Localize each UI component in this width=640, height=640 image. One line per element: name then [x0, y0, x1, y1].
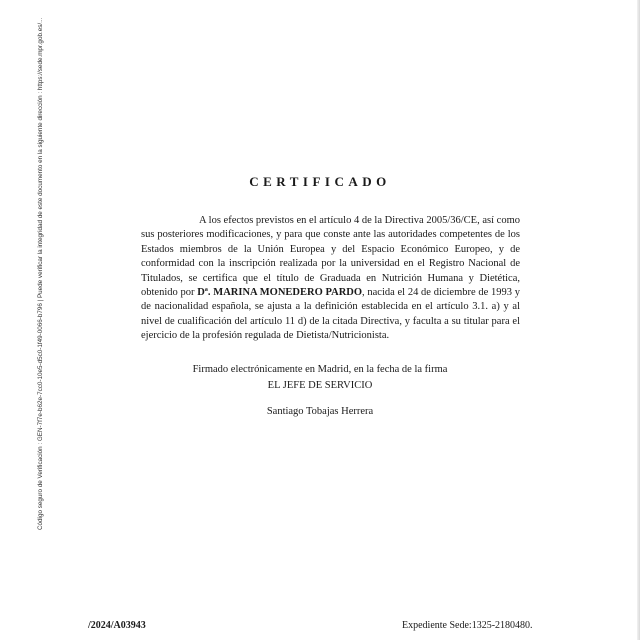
signer-role: EL JEFE DE SERVICIO	[267, 380, 373, 391]
document-title: CERTIFICADO	[249, 174, 391, 189]
body-text-part1: A los efectos previstos en el artículo 4 de la Directiva 2005/36/CE, así como sus posteriores modificaciones, y para que conste ante las autoridades competentes de los Estados miembros de la Unión Europea y del Espacio Económico Europeo, y de conformidad con la inscripción realizada por la universidad en el Registro Nacional de Titulados, se certifica que el título de Graduada en Nutrición Humana y Dietética, obtenido por	[141, 215, 520, 299]
body-text-part2: , nacida el 24 de diciembre de 1993 y de nacionalidad española, se ajusta a la definición establecida en el artículo 3.1. a) y al nivel de cualificación del artículo 11 d) de la citada Directiva, y faculta a su titular para el ejercicio de la profesión regulada de Dietista/Nutricionista.	[141, 287, 521, 342]
verification-code-margin-text: Código seguro de Verificación : GEN-7f7e-b62e-7cc0-10e5-d5c0-1f49-0066-b796 | Puede verificar la integridad de este documento en la siguiente dirección : https://sede.mpr.gob.es/...	[37, 17, 44, 530]
signer-name: Santiago Tobajas Herrera	[266, 406, 374, 417]
footer-expediente: Expediente Sede:1325-2180480.	[402, 620, 533, 631]
holder-name: Dª. MARINA MONEDERO PARDO	[197, 287, 363, 299]
footer-reference-number: /2024/A03943	[88, 620, 146, 631]
signature-block	[0, 362, 640, 420]
certificate-body-paragraph	[141, 214, 520, 344]
signed-electronically-text: Firmado electrónicamente en Madrid, en la fecha de la firma	[192, 364, 448, 375]
